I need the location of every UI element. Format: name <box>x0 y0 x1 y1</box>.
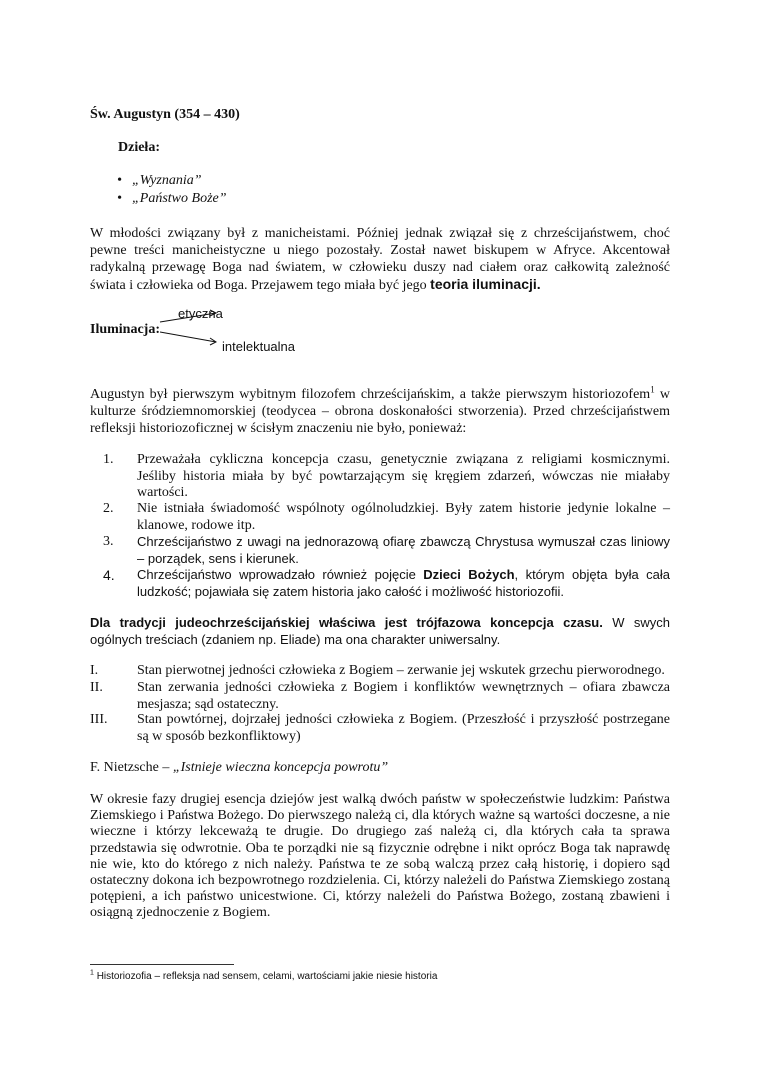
list-number: 2. <box>103 501 114 516</box>
illumination-arrows <box>158 308 228 348</box>
footnote-text: Historiozofia – refleksja nad sensem, celami, wartościami jakie niesie historia <box>96 971 438 982</box>
list-item <box>117 173 202 189</box>
arrow-to-intellectual <box>160 332 216 342</box>
bullet-icon: • <box>117 173 122 188</box>
list-number: 1. <box>103 452 114 467</box>
footnote-reference: 1 <box>650 384 655 395</box>
intro-text: W młodości związany był z manicheistami. Później jednak związał się z chrześcijaństwem, choć pewne treści manicheistyczne u niego pozostały. Został nawet biskupem w Afryce. Akcentował radykalną przewagę Boga nad światem, w człowieku duszy nad ciałem oraz całkowitą zależność świata i człowieka od Boga. Przejawem tego miała być jego <box>90 226 670 293</box>
intro-bold-term: teoria iluminacji. <box>430 276 541 292</box>
works-heading: Dzieła: <box>118 140 160 155</box>
tradition-text: W swych ogólnych treściach (zdaniem np. Eliade) ma ona charakter uniwersalny. <box>90 615 670 647</box>
illumination-branch-ethical: etyczna <box>178 306 223 321</box>
list-number: 4. <box>103 567 115 583</box>
list-item <box>117 191 227 207</box>
tradition-bold-text: Dla tradycji judeochrześcijańskiej właściwa jest trójfazowa koncepcja czasu. <box>90 615 603 630</box>
nietzsche-prefix: F. Nietzsche – <box>90 760 173 775</box>
reason-text: Przeważała cykliczna koncepcja czasu, genetycznie związana z religiami kosmicznymi. Jeśliby historia miała by być powtarzającym się kręgiem zdarzeń, wówczas nie miałaby wartości. <box>137 452 670 500</box>
bullet-icon: • <box>117 191 122 206</box>
list-number: 3. <box>103 534 114 549</box>
phase-text: Stan zerwania jedności człowieka z Bogiem i konfliktów wewnętrznych – ofiara zbawcza mesjasza; sąd ostateczny. <box>137 680 670 712</box>
footnote-separator <box>90 964 234 965</box>
footnote <box>90 971 437 983</box>
work-title: „Wyznania” <box>132 173 202 188</box>
list-number: II. <box>90 680 103 695</box>
reason-text-a: Chrześcijaństwo wprowadzało również pojęcie <box>137 567 424 582</box>
page-title: Św. Augustyn (354 – 430) <box>90 107 240 122</box>
two-states-paragraph: W okresie fazy drugiej esencja dziejów jest walką dwóch państw w społeczeństwie ludzkim: Państwa Ziemskiego i Państwa Bożego. Do pierwszego należą ci, dla których ważne są wartości doczesne, a nie wieczne i którzy lekceważą te drugie. Do drugiego zaś należą ci, dla których cała ta sprawa przedstawia się odwrotnie. Oba te porządki nie są fizycznie odrębne i nikt oprócz Boga tak naprawdę nie wie, kto do którego z nich należy. Państwa te ze sobą walczą przez całą historię, i dopiero sąd ostateczny dokona ich bezpowrotnego rozdzielenia. Ci, którzy należeli do Państwa Ziemskiego zostaną potępieni, a ich państwo unicestwione. Ci, którzy należeli do Państwa Bożego, zostaną zbawieni i osiągną zjednoczenie z Bogiem. <box>90 792 670 921</box>
work-title: „Państwo Boże” <box>132 191 227 206</box>
reason-text-b: , którym objęta była cała ludzkość; pojawiała się zatem historia jako całość i możliwość historiozofii. <box>137 567 670 599</box>
history-text-a: Augustyn był pierwszym wybitnym filozofem chrześcijańskim, a także pierwszym historiozofem <box>90 387 651 402</box>
phase-text: Stan pierwotnej jedności człowieka z Bogiem – zerwanie jej wskutek grzechu pierworodnego. <box>137 663 665 678</box>
arrow-to-ethical <box>160 313 216 322</box>
history-paragraph <box>90 386 670 437</box>
footnote-number: 1 <box>90 969 94 977</box>
nietzsche-line <box>90 760 388 776</box>
nietzsche-quote: „Istnieje wieczna koncepcja powrotu” <box>172 760 389 775</box>
reason-text <box>137 567 670 600</box>
intro-paragraph <box>90 225 670 294</box>
history-text-b: w kulturze śródziemnomorskiej (teodycea – obrona doskonałości stworzenia). Przed chrześcijaństwem refleksji historiozoficznej w ścisłym znaczeniu nie było, ponieważ: <box>90 387 670 436</box>
phase-text: Stan powtórnej, dojrzałej jedności człowieka z Bogiem. (Przeszłość i przyszłość postrzegane są w sposób bezkonfliktowy) <box>137 712 670 744</box>
illumination-label: Iluminacja: <box>90 322 160 337</box>
reason-bold-term: Dzieci Bożych <box>423 567 515 582</box>
list-number: I. <box>90 663 99 678</box>
illumination-branch-intellectual: intelektualna <box>222 339 295 354</box>
reason-text: Chrześcijaństwo z uwagi na jednorazową ofiarę zbawczą Chrystusa wymuszał czas liniowy – porządek, sens i kierunek. <box>137 534 670 566</box>
reason-text: Nie istniała świadomość wspólnoty ogólnoludzkiej. Były zatem historie jedynie lokalne – klanowe, rodowe itp. <box>137 501 670 533</box>
list-number: III. <box>90 712 108 727</box>
tradition-paragraph <box>90 614 670 648</box>
